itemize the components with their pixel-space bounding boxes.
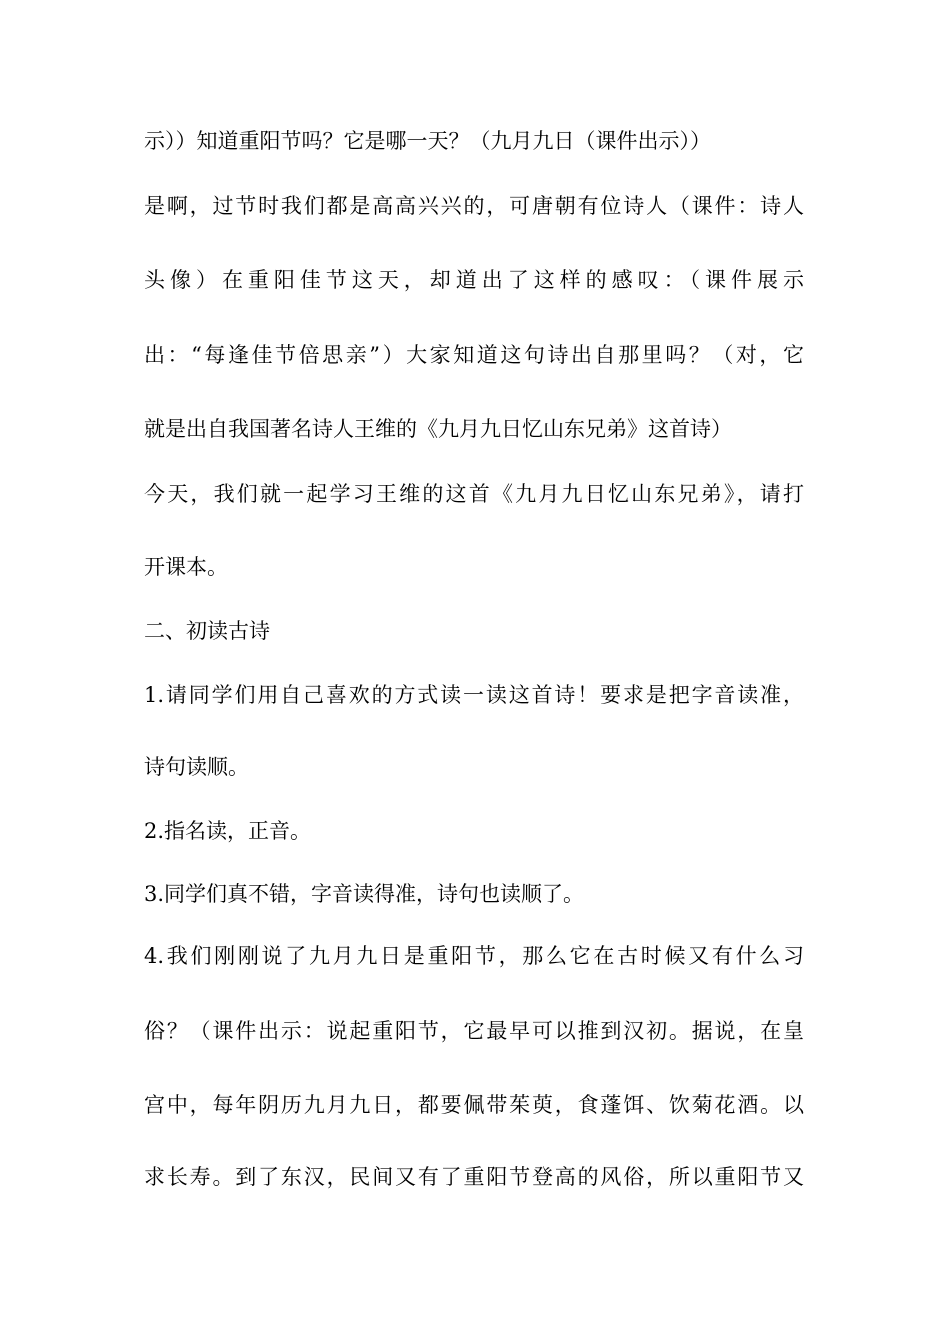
text-line: 今天，我们就一起学习王维的这首《九月九日忆山东兄弟》，请打 xyxy=(144,482,804,506)
text-line: 1.请同学们用自己喜欢的方式读一读这首诗！要求是把字音读准， xyxy=(144,683,804,707)
text-line: 2.指名读，正音。 xyxy=(144,819,312,843)
text-line: 求长寿。到了东汉，民间又有了重阳节登高的风俗，所以重阳节又 xyxy=(144,1165,804,1189)
text-line: 出：“每逢佳节倍思亲”）大家知道这句诗出自那里吗？（对，它 xyxy=(144,343,804,367)
text-line: 是啊，过节时我们都是高高兴兴的，可唐朝有位诗人（课件：诗人 xyxy=(144,194,804,218)
text-line: 示））知道重阳节吗？它是哪一天？（九月九日（课件出示）） xyxy=(144,129,711,153)
text-line: 4.我们刚刚说了九月九日是重阳节，那么它在古时候又有什么习 xyxy=(144,944,804,968)
text-line: 开课本。 xyxy=(144,555,228,579)
text-line: 宫中，每年阴历九月九日，都要佩带茱萸，食蓬饵、饮菊花酒。以 xyxy=(144,1093,804,1117)
text-line: 3.同学们真不错，字音读得准，诗句也读顺了。 xyxy=(144,882,585,906)
text-line: 头像）在重阳佳节这天，却道出了这样的感叹：（课件展示 xyxy=(144,268,804,292)
text-line: 就是出自我国著名诗人王维的《九月九日忆山东兄弟》这首诗） xyxy=(144,417,732,441)
text-line: 俗？（课件出示：说起重阳节，它最早可以推到汉初。据说，在皇 xyxy=(144,1019,804,1043)
section-heading: 二、初读古诗 xyxy=(144,619,270,643)
text-line: 诗句读顺。 xyxy=(144,755,249,779)
